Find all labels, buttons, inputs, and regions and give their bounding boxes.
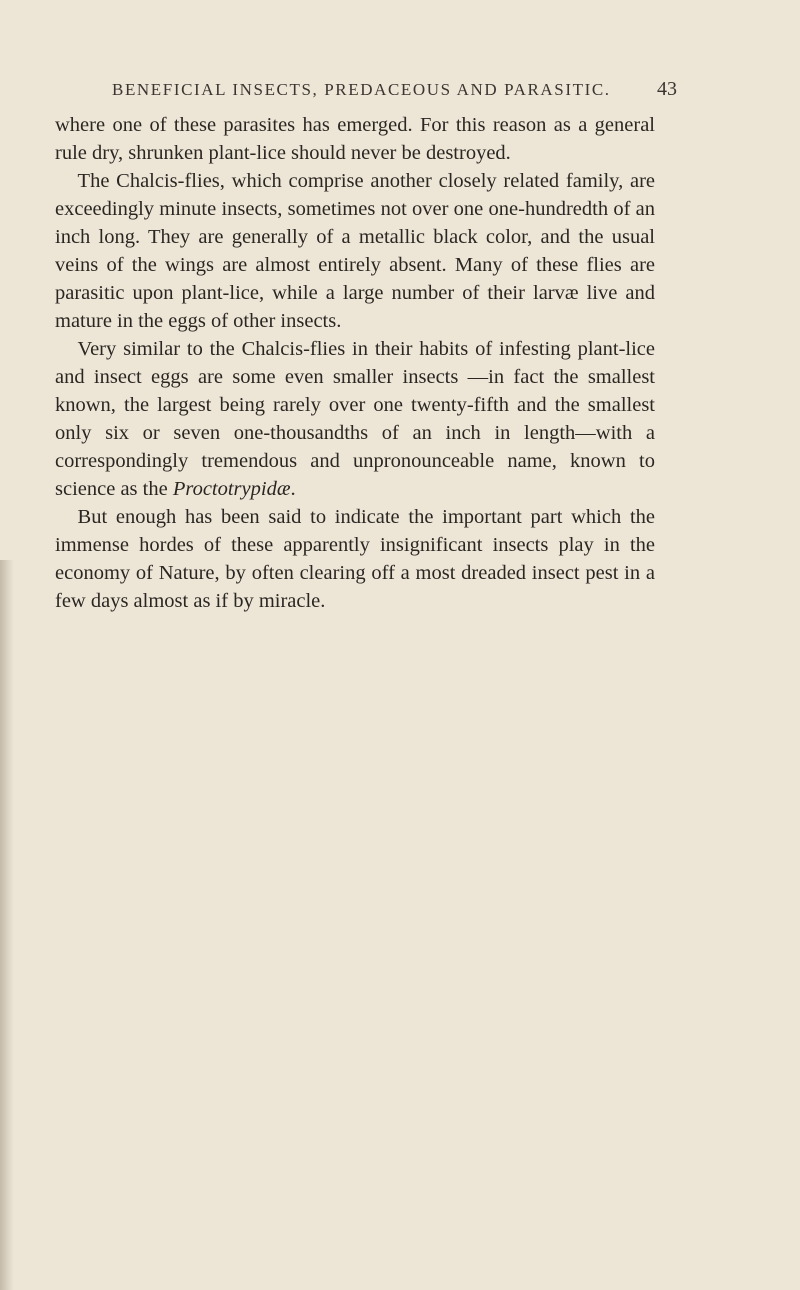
paragraph-1: where one of these parasites has emerged. For this reason as a general rule dry, shrunken plant-lice should never be destroyed. bbox=[55, 114, 655, 164]
page-number: 43 bbox=[657, 78, 677, 100]
binding-gutter-shadow bbox=[0, 560, 14, 1290]
paragraph-3-text: Very similar to the Chalcis-flies in their habits of infesting plant-lice and insect eggs are some even smaller insects —in fact the smallest known, the largest being rarely over one twenty-fifth and the smallest only six or seven one-thousandths of an inch in length—with a correspondingly tremendous and unpronounceable name, known to science as the bbox=[55, 338, 655, 500]
running-head: BENEFICIAL INSECTS, PREDACEOUS AND PARASITIC. bbox=[112, 80, 611, 99]
paragraph-3-end: . bbox=[290, 478, 296, 500]
paragraph-2: The Chalcis-flies, which comprise another closely related family, are exceedingly minute insects, sometimes not over one one-hundredth of an inch long. They are generally of a metallic black color, and the usual veins of the wings are almost entirely absent. Many of these flies are parasitic upon plant-lice, while a large number of their larvæ live and mature in the eggs of other insects. bbox=[55, 170, 655, 332]
paragraph-3 bbox=[55, 335, 655, 503]
taxon-name: Proctotrypidæ bbox=[172, 478, 291, 500]
body-text bbox=[55, 111, 655, 615]
paragraph-4: But enough has been said to indicate the important part which the immense hordes of these apparently insignificant insects play in the economy of Nature, by often clearing off a most dreaded insect pest in a few days almost as if by miracle. bbox=[55, 506, 655, 612]
